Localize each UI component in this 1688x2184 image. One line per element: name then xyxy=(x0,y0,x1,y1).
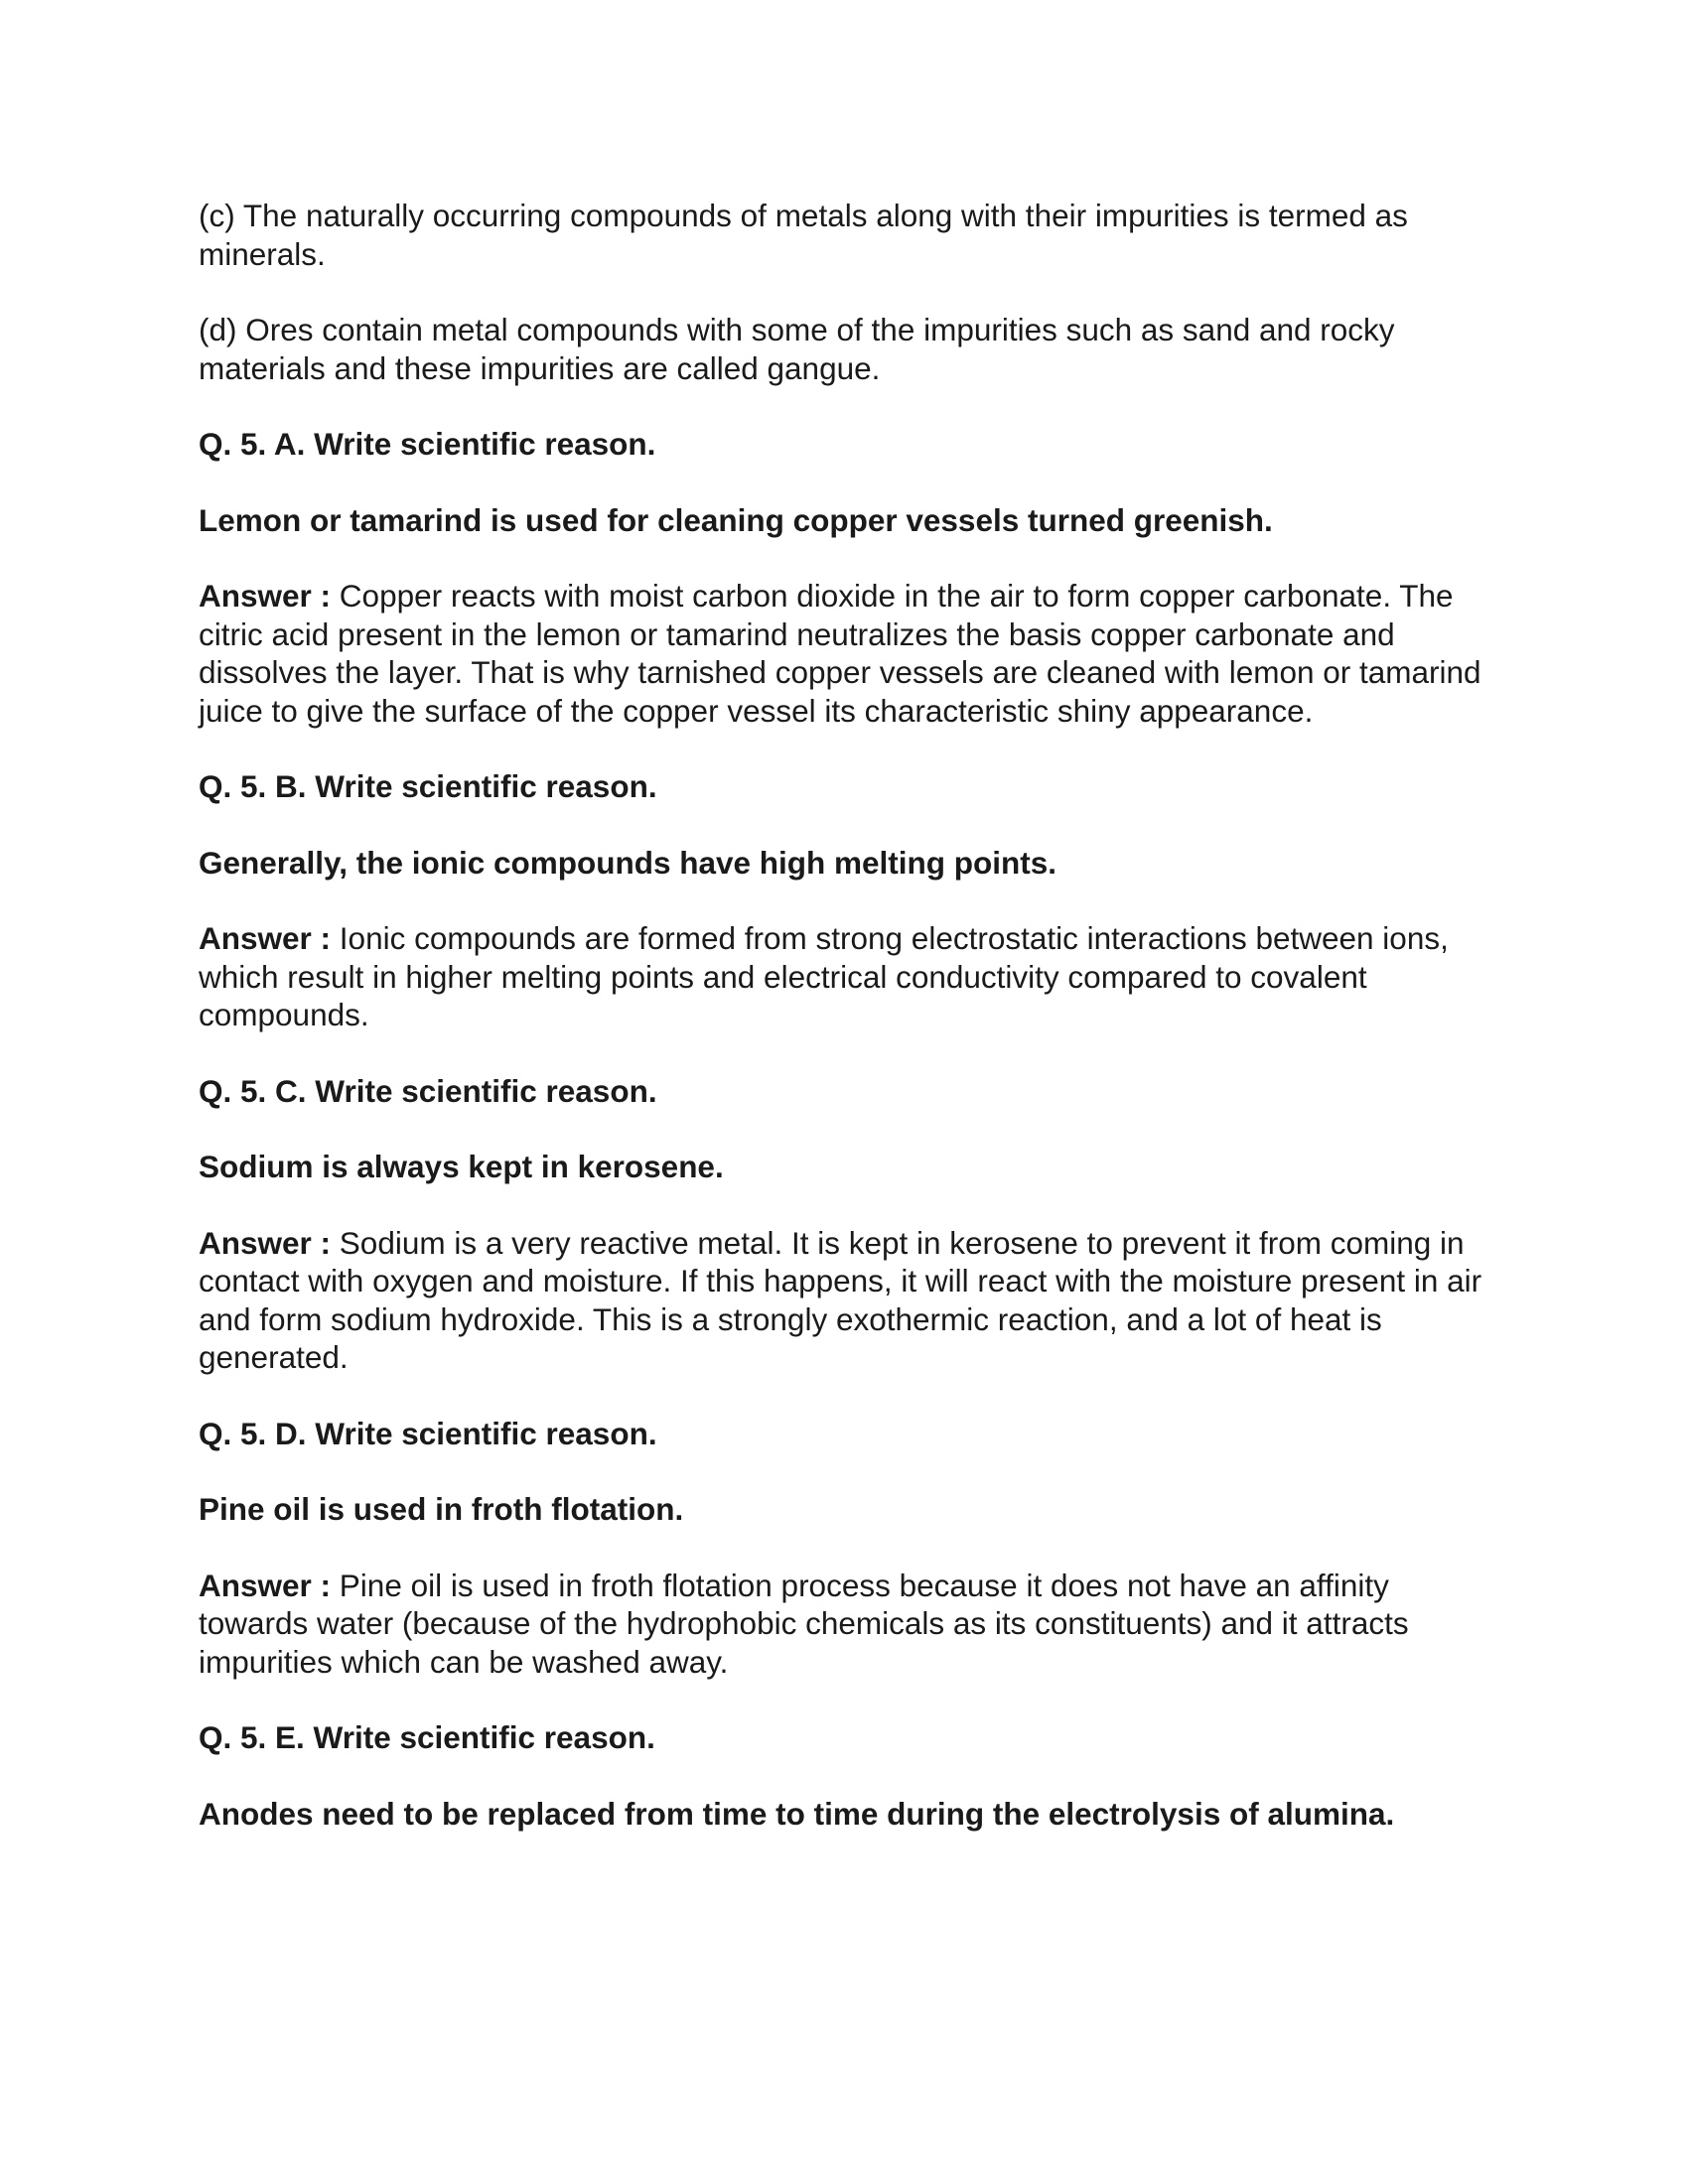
answer-paragraph-5c xyxy=(199,1224,1499,1377)
answer-label: Answer : xyxy=(199,578,332,614)
document-page xyxy=(199,197,1499,1870)
answer-label: Answer : xyxy=(199,1224,332,1261)
question-heading-5e: Q. 5. E. Write scientific reason. xyxy=(199,1719,655,1755)
question-statement-5d: Pine oil is used in froth flotation. xyxy=(199,1491,684,1527)
question-heading-5d: Q. 5. D. Write scientific reason. xyxy=(199,1415,657,1451)
answer-text: Sodium is a very reactive metal. It is kept in kerosene to prevent it from coming in contact with oxygen and moisture. If this happens, it will react with the moisture present in air and form sodium hydroxide. This is a strongly exothermic reaction, and a lot of heat is generated. xyxy=(199,1224,1482,1375)
question-statement-5c: Sodium is always kept in kerosene. xyxy=(199,1149,724,1184)
question-heading-5c: Q. 5. C. Write scientific reason. xyxy=(199,1072,657,1109)
question-statement-5e: Anodes need to be replaced from time to time during the electrolysis of alumina. xyxy=(199,1795,1395,1832)
answer-text: Pine oil is used in froth flotation process because it does not have an affinity towards water (because of the hydrophobic chemicals as its constituents) and it attracts impurities which can be washed away. xyxy=(199,1567,1409,1680)
answer-label: Answer : xyxy=(199,1567,332,1603)
answer-paragraph-5a xyxy=(199,577,1499,730)
answer-text: Ionic compounds are formed from strong electrostatic interactions between ions, which result in higher melting points and electrical conductivity compared to covalent compounds. xyxy=(199,920,1449,1032)
question-statement-5b: Generally, the ionic compounds have high melting points. xyxy=(199,844,1057,881)
question-heading-5b: Q. 5. B. Write scientific reason. xyxy=(199,768,657,804)
question-heading-5a: Q. 5. A. Write scientific reason. xyxy=(199,426,656,462)
answer-text: Copper reacts with moist carbon dioxide in the air to form copper carbonate. The citric acid present in the lemon or tamarind neutralizes the basis copper carbonate and dissolves the layer. That is why tarnished copper vessels are cleaned with lemon or tamarind juice to give the surface of the copper vessel its characteristic shiny appearance. xyxy=(199,578,1481,729)
answer-label: Answer : xyxy=(199,920,332,956)
answer-paragraph-5d xyxy=(199,1567,1499,1682)
intro-paragraph-d: (d) Ores contain metal compounds with some of the impurities such as sand and rocky materials and these impurities are called gangue. xyxy=(199,312,1395,386)
question-statement-5a: Lemon or tamarind is used for cleaning copper vessels turned greenish. xyxy=(199,501,1273,538)
intro-paragraph-c: (c) The naturally occurring compounds of metals along with their impurities is termed as minerals. xyxy=(199,198,1408,272)
answer-paragraph-5b xyxy=(199,919,1499,1034)
